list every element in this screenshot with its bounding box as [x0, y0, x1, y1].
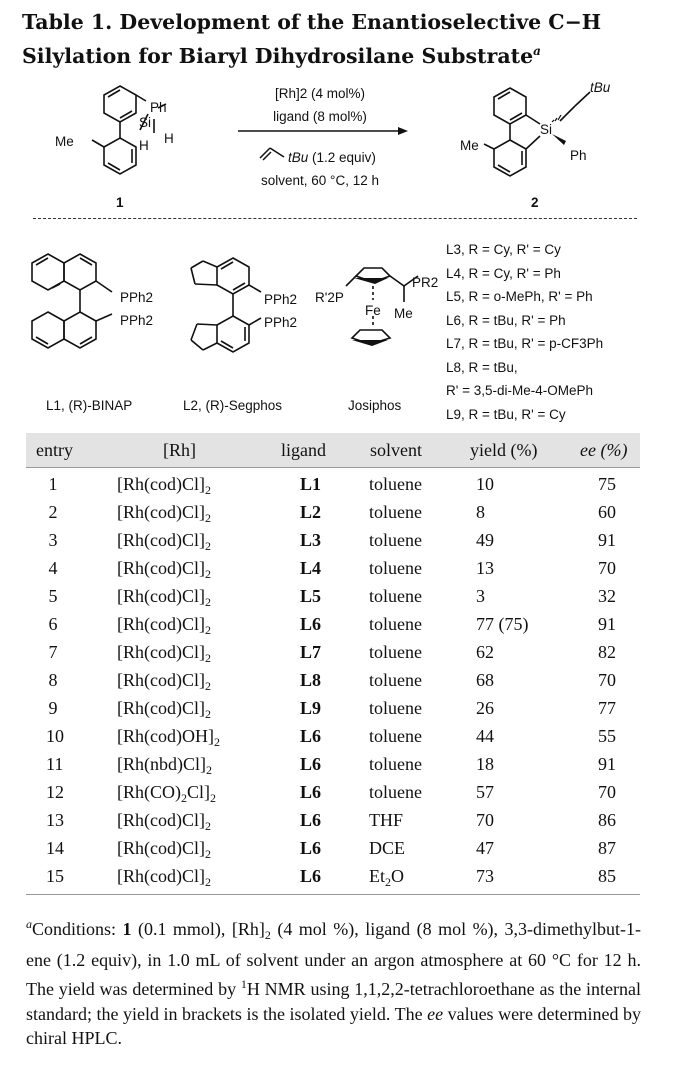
- solvent-cell: DCE: [369, 838, 405, 858]
- yield-cell: 73: [476, 866, 494, 886]
- solvent-cell: toluene: [369, 474, 422, 494]
- josiphos-fe: Fe: [365, 303, 381, 318]
- solvent-cell: toluene: [369, 614, 422, 634]
- yield-cell: 8: [476, 502, 485, 522]
- table-row: [0, 614, 674, 642]
- ligand-cell: L6: [300, 754, 322, 774]
- ee-cell: 75: [598, 474, 616, 494]
- yield-cell: 13: [476, 558, 494, 578]
- rh-cell: $[Rh(cod)Cl]_2$: [117, 698, 211, 721]
- ligand-list-item: L7, R = tBu, R' = p-CF3Ph: [446, 336, 604, 351]
- ee-cell: 60: [598, 502, 616, 522]
- segphos-structure: [175, 246, 275, 376]
- yield-cell: 47: [476, 838, 494, 858]
- entry-cell: 9: [48, 698, 58, 718]
- entry-cell: 4: [48, 558, 58, 578]
- solvent-cell: toluene: [369, 502, 422, 522]
- table-header: [26, 433, 640, 468]
- header-ee: [580, 440, 627, 461]
- reaction-arrow: [238, 125, 408, 137]
- table-row: [0, 670, 674, 698]
- footnote-text: Conditions: 1 (0.1 mmol), $[Rh]_2$ (4 mol %), ligand (8 mol %), 3,3-dimethylbut-1-ene (1.2 equiv), in 1.0 mL of solvent under an argon atmosphere at 60 °C for 12 h. The yield was determined by $^1$H NMR using 1,1,2,2-tetrachloroethane as the internal standard; the yield in brackets is the isolated yield. The ee values were determined by chiral HPLC.: [26, 919, 642, 1048]
- entry-cell: 6: [48, 614, 58, 634]
- ligand-list-item: L4, R = Cy, R' = Ph: [446, 265, 561, 281]
- rh-cell: $[Rh(nbd)Cl]_2$: [117, 754, 212, 777]
- ligand-cell: L2: [300, 502, 322, 522]
- condition-ligand: ligand (8 mol%): [273, 109, 367, 124]
- ligand-cell: L4: [300, 558, 322, 578]
- table-row: [0, 530, 674, 558]
- product-structure: [480, 78, 620, 198]
- rh-cell: $[Rh(cod)Cl]_2$: [117, 838, 211, 861]
- josiphos-pr2: PR2: [412, 275, 439, 290]
- josiphos-r2p: R'2P: [315, 290, 344, 305]
- table-row: [0, 586, 674, 614]
- alkene-icon: [258, 143, 288, 163]
- rh-cell: $[Rh(CO)_2Cl]_2$: [117, 782, 217, 805]
- header-entry: entry: [36, 440, 73, 460]
- yield-cell: 49: [476, 530, 494, 550]
- ee-cell: 55: [598, 726, 616, 746]
- yield-cell: 57: [476, 782, 494, 802]
- ligand-cell: L6: [300, 810, 322, 830]
- ligand-cell: L5: [300, 586, 322, 606]
- ligand-list-item: L9, R = tBu, R' = Cy: [446, 406, 566, 422]
- yield-cell: 18: [476, 754, 494, 774]
- segphos-pph2-lower: PPh2: [264, 315, 298, 330]
- yield-cell: 44: [476, 726, 494, 746]
- entry-cell: 1: [48, 474, 58, 494]
- header-solvent: solvent: [370, 440, 422, 460]
- condition-catalyst-text: [Rh]2 (4 mol%): [274, 86, 366, 101]
- reactant-h1: H: [139, 138, 149, 153]
- ee-cell: 86: [598, 810, 616, 830]
- product-tbu-text: tBu: [590, 80, 611, 95]
- ligand-cell: L6: [300, 838, 322, 858]
- yield-cell: 68: [476, 670, 494, 690]
- solvent-cell: toluene: [369, 586, 422, 606]
- solvent-cell: toluene: [369, 558, 422, 578]
- header-ligand: ligand: [281, 440, 326, 460]
- header-ee-text: ee (%): [580, 440, 628, 460]
- ligand-cell: L6: [300, 614, 322, 634]
- entry-cell: 3: [48, 530, 58, 550]
- josiphos-label: Josiphos: [348, 398, 402, 413]
- entry-cell: 14: [46, 838, 64, 858]
- ligand-list-item: L8, R = tBu,: [446, 359, 518, 375]
- rh-cell: $[Rh(cod)OH]_2$: [117, 726, 220, 749]
- segphos-pph2-upper: PPh2: [264, 292, 298, 307]
- entry-cell: 10: [46, 726, 64, 746]
- table-bottom-rule: [26, 894, 640, 895]
- title-line-2-text: Silylation for Biaryl Dihydrosilane Substrate: [22, 44, 534, 68]
- entry-cell: 11: [46, 754, 64, 774]
- condition-alkene: [288, 150, 376, 165]
- table-row: [0, 838, 674, 866]
- header-rh: [Rh]: [163, 440, 196, 460]
- product-tbu: [590, 80, 610, 95]
- product-number: 2: [531, 195, 539, 210]
- ee-cell: 70: [598, 670, 616, 690]
- title-footnote-mark: a: [533, 44, 541, 58]
- ligand-cell: L6: [300, 726, 322, 746]
- entry-cell: 8: [48, 670, 58, 690]
- binap-pph2-lower: PPh2: [120, 313, 154, 328]
- rh-cell: $[Rh(cod)Cl]_2$: [117, 614, 211, 637]
- rh-cell: $[Rh(cod)Cl]_2$: [117, 558, 211, 581]
- title-line-1: Table 1. Development of the Enantioselective C−H: [22, 10, 602, 34]
- scheme-divider: [33, 218, 637, 219]
- ee-cell: 85: [598, 866, 616, 886]
- yield-cell: 10: [476, 474, 494, 494]
- binap-structure: [28, 246, 128, 366]
- ligand-list-item: R' = 3,5-di-Me-4-OMePh: [446, 383, 593, 398]
- table-row: [0, 502, 674, 530]
- reactant-me: Me: [55, 134, 74, 149]
- yield-cell: 3: [476, 586, 485, 606]
- table-row: [0, 810, 674, 838]
- entry-cell: 15: [46, 866, 64, 886]
- table-row: [0, 474, 674, 502]
- footnote-mark: a: [26, 917, 32, 931]
- rh-cell: $[Rh(cod)Cl]_2$: [117, 474, 211, 497]
- header-yield: yield (%): [470, 440, 538, 460]
- solvent-cell: THF: [369, 810, 404, 830]
- ligand-cell: L8: [300, 670, 322, 690]
- condition-catalyst: [250, 86, 390, 101]
- ligand-cell: L3: [300, 530, 322, 550]
- solvent-cell: toluene: [369, 698, 422, 718]
- ligand-cell: L1: [300, 474, 322, 494]
- ligand-cell: L6: [300, 782, 322, 802]
- ligand-list-item: L3, R = Cy, R' = Cy: [446, 242, 561, 257]
- binap-pph2-upper: PPh2: [120, 290, 154, 305]
- josiphos-me: Me: [394, 306, 413, 321]
- condition-solvent: solvent, 60 °C, 12 h: [261, 173, 379, 188]
- rh-cell: $[Rh(cod)Cl]_2$: [117, 642, 211, 665]
- solvent-cell: toluene: [369, 642, 422, 662]
- entry-cell: 2: [48, 502, 58, 522]
- josiphos-structure: [330, 258, 450, 358]
- solvent-cell: toluene: [369, 670, 422, 690]
- solvent-cell: $Et_2O$: [369, 866, 404, 889]
- ligand-cell: L9: [300, 698, 322, 718]
- ee-cell: 77: [598, 698, 616, 718]
- yield-cell: 26: [476, 698, 494, 718]
- product-me: Me: [460, 138, 479, 153]
- rh-cell: $[Rh(cod)Cl]_2$: [117, 670, 211, 693]
- table-row: [0, 698, 674, 726]
- table-row: [0, 866, 674, 894]
- condition-alkene-equiv: (1.2 equiv): [312, 150, 376, 165]
- entry-cell: 12: [46, 782, 64, 802]
- ee-cell: 91: [598, 530, 616, 550]
- product-ph: Ph: [570, 148, 587, 163]
- segphos-label: L2, (R)-Segphos: [183, 398, 283, 413]
- entry-cell: 7: [48, 642, 58, 662]
- solvent-cell: toluene: [369, 754, 422, 774]
- ligand-list-item: L6, R = tBu, R' = Ph: [446, 312, 566, 328]
- ligand-cell: L7: [300, 642, 322, 662]
- yield-cell: 77 (75): [476, 614, 529, 634]
- product-si: Si: [540, 122, 553, 137]
- table-row: [0, 558, 674, 586]
- rh-cell: $[Rh(cod)Cl]_2$: [117, 866, 211, 889]
- rh-cell: $[Rh(cod)Cl]_2$: [117, 502, 211, 525]
- table-row: [0, 726, 674, 754]
- title-line-2: [22, 37, 662, 71]
- table-row: [0, 754, 674, 782]
- ligand-list: [446, 238, 603, 426]
- table-row: [0, 782, 674, 810]
- ee-cell: 91: [598, 614, 616, 634]
- ee-cell: 70: [598, 558, 616, 578]
- table-row: [0, 642, 674, 670]
- ee-cell: 91: [598, 754, 616, 774]
- solvent-cell: toluene: [369, 782, 422, 802]
- entry-cell: 5: [48, 586, 58, 606]
- entry-cell: 13: [46, 810, 64, 830]
- ee-cell: 32: [598, 586, 616, 606]
- ligand-cell: L6: [300, 866, 322, 886]
- solvent-cell: toluene: [369, 530, 422, 550]
- solvent-cell: toluene: [369, 726, 422, 746]
- ee-cell: 87: [598, 838, 616, 858]
- yield-cell: 62: [476, 642, 494, 662]
- yield-cell: 70: [476, 810, 494, 830]
- reactant-h2: H: [164, 131, 174, 146]
- binap-label: L1, (R)-BINAP: [46, 398, 133, 413]
- reactant-number: 1: [116, 195, 124, 210]
- footnote: [26, 912, 641, 1051]
- rh-cell: $[Rh(cod)Cl]_2$: [117, 810, 211, 833]
- condition-alkene-tbu: tBu: [288, 150, 309, 165]
- ee-cell: 82: [598, 642, 616, 662]
- table-title: [22, 8, 662, 71]
- reactant-ph: Ph: [150, 100, 167, 115]
- reactant-si: Si: [139, 115, 152, 130]
- ligand-list-item: L5, R = o-MePh, R' = Ph: [446, 289, 593, 304]
- rh-cell: $[Rh(cod)Cl]_2$: [117, 586, 211, 609]
- rh-cell: $[Rh(cod)Cl]_2$: [117, 530, 211, 553]
- ee-cell: 70: [598, 782, 616, 802]
